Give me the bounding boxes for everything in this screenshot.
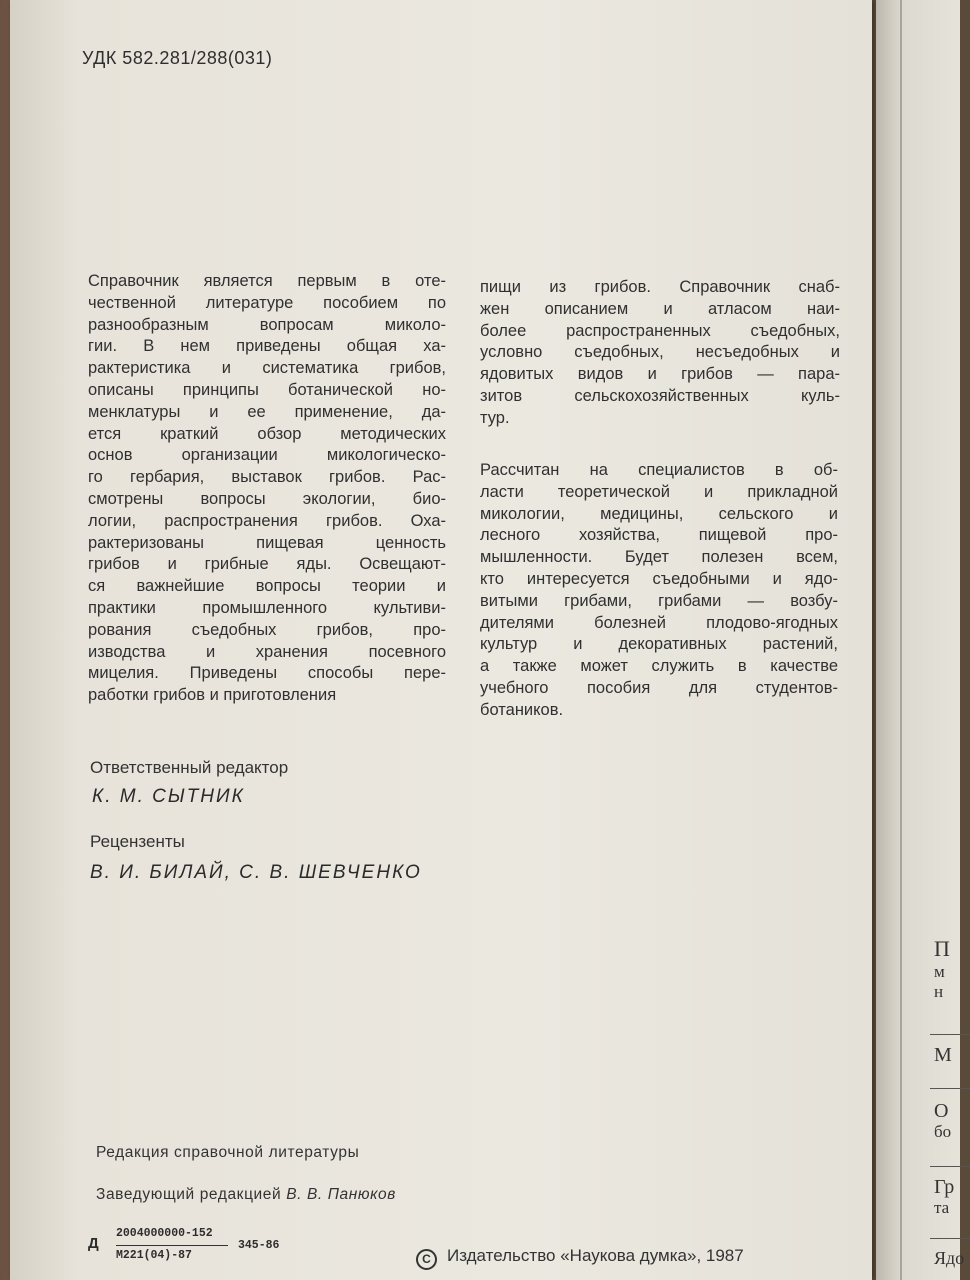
text-line: условно съедобных, несъедобных и xyxy=(480,343,840,362)
text-line: рования съедобных грибов, про- xyxy=(88,620,446,639)
adjacent-fragment: та xyxy=(934,1198,950,1217)
text-line: го гербария, выставок грибов. Рас- xyxy=(88,468,446,487)
adjacent-page xyxy=(876,0,965,1280)
text-line: витыми грибами, грибами — возбу- xyxy=(480,591,838,610)
adjacent-fragment: О xyxy=(934,1100,949,1122)
publication-code-letter: Д xyxy=(88,1235,99,1252)
adjacent-fragment: м xyxy=(934,962,945,981)
edition-office: Редакция справочной литературы xyxy=(96,1144,360,1161)
text-line: ся важнейшие вопросы теории и xyxy=(88,577,446,596)
text-line: практики промышленного культиви- xyxy=(88,598,446,617)
publication-code-denominator: М221(04)-87 xyxy=(116,1249,192,1262)
text-line: гии. В нем приведены общая ха- xyxy=(88,337,446,356)
text-line: ботаников. xyxy=(480,700,564,719)
publication-code-fraction-bar xyxy=(116,1245,228,1246)
text-line: ется краткий обзор методических xyxy=(88,424,446,443)
editor-label: Ответственный редактор xyxy=(90,758,289,777)
text-line: кто интересуется съедобными и ядо- xyxy=(480,569,838,588)
text-line: ласти теоретической и прикладной xyxy=(480,482,838,501)
page-edge xyxy=(900,0,902,1280)
text-line: культур и декоративных растений, xyxy=(480,635,838,654)
publication-code-numerator: 2004000000-152 xyxy=(116,1227,213,1240)
text-line: менклатуры и ее применение, да- xyxy=(88,402,446,421)
head-of-office xyxy=(96,1186,396,1204)
text-line: Рассчитан на специалистов в об- xyxy=(480,461,838,479)
udk-code: УДК 582.281/288(031) xyxy=(82,48,273,68)
publication-code xyxy=(88,1225,318,1273)
adjacent-rule xyxy=(930,1034,970,1035)
text-line: изводства и хранения посевного xyxy=(88,642,446,661)
adjacent-fragment: Гр xyxy=(934,1176,955,1198)
text-line: жен описанием и атласом наи- xyxy=(480,299,840,318)
adjacent-fragment: бо xyxy=(934,1122,952,1141)
editor-name: К. М. СЫТНИК xyxy=(92,786,245,807)
head-of-office-label: Заведующий редакцией xyxy=(96,1186,282,1203)
text-line: дителями болезней плодово-ягодных xyxy=(480,613,838,632)
adjacent-fragment: н xyxy=(934,982,944,1001)
text-line: мицелия. Приведены способы пере- xyxy=(88,664,446,683)
annotation-left-column xyxy=(88,271,446,707)
reviewers-names: В. И. БИЛАЙ, С. В. ШЕВЧЕНКО xyxy=(90,862,422,883)
copyright-text: Издательство «Наукова думка», 1987 xyxy=(447,1246,744,1265)
text-line: а также может служить в качестве xyxy=(480,657,838,676)
adjacent-rule xyxy=(930,1088,970,1089)
adjacent-fragment: Ядо xyxy=(934,1248,965,1268)
text-line: рактеризованы пищевая ценность xyxy=(88,533,446,552)
text-line: мышленности. Будет полезен всем, xyxy=(480,548,838,567)
text-line: микологии, медицины, сельского и xyxy=(480,504,838,523)
text-line: рактеристика и систематика грибов, xyxy=(88,359,446,378)
adjacent-rule xyxy=(930,1166,970,1167)
reviewers-label: Рецензенты xyxy=(90,832,185,851)
publication-code-suffix: 345-86 xyxy=(238,1239,280,1252)
text-line: Справочник является первым в оте- xyxy=(88,272,446,290)
text-line: смотрены вопросы экологии, био- xyxy=(88,489,446,508)
head-of-office-name: В. В. Панюков xyxy=(286,1186,396,1203)
text-line: пищи из грибов. Справочник снаб- xyxy=(480,278,840,296)
text-line: описаны принципы ботанической но- xyxy=(88,380,446,399)
text-line: грибов и грибные яды. Освещают- xyxy=(88,555,446,574)
text-line: разнообразным вопросам миколо- xyxy=(88,315,446,334)
adjacent-rule xyxy=(930,1238,970,1239)
text-line: учебного пособия для студентов- xyxy=(480,678,838,697)
adjacent-fragment: М xyxy=(934,1044,952,1066)
text-line: ядовитых видов и грибов — пара- xyxy=(480,365,840,384)
text-line: основ организации микологическо- xyxy=(88,446,446,465)
text-line: логии, распространения грибов. Оха- xyxy=(88,511,446,530)
annotation-right-column-bottom xyxy=(480,460,838,722)
text-line: более распространенных съедобных, xyxy=(480,321,840,340)
text-line: зитов сельскохозяйственных куль- xyxy=(480,386,840,405)
text-line: лесного хозяйства, пищевой про- xyxy=(480,526,838,545)
annotation-right-column-top xyxy=(480,277,840,430)
text-line: работки грибов и приготовления xyxy=(88,686,337,705)
copyright-icon: C xyxy=(416,1249,437,1270)
adjacent-fragment: П xyxy=(934,936,950,961)
text-line: тур. xyxy=(480,408,510,427)
text-line: чественной литературе пособием по xyxy=(88,293,446,312)
copyright xyxy=(416,1246,744,1270)
